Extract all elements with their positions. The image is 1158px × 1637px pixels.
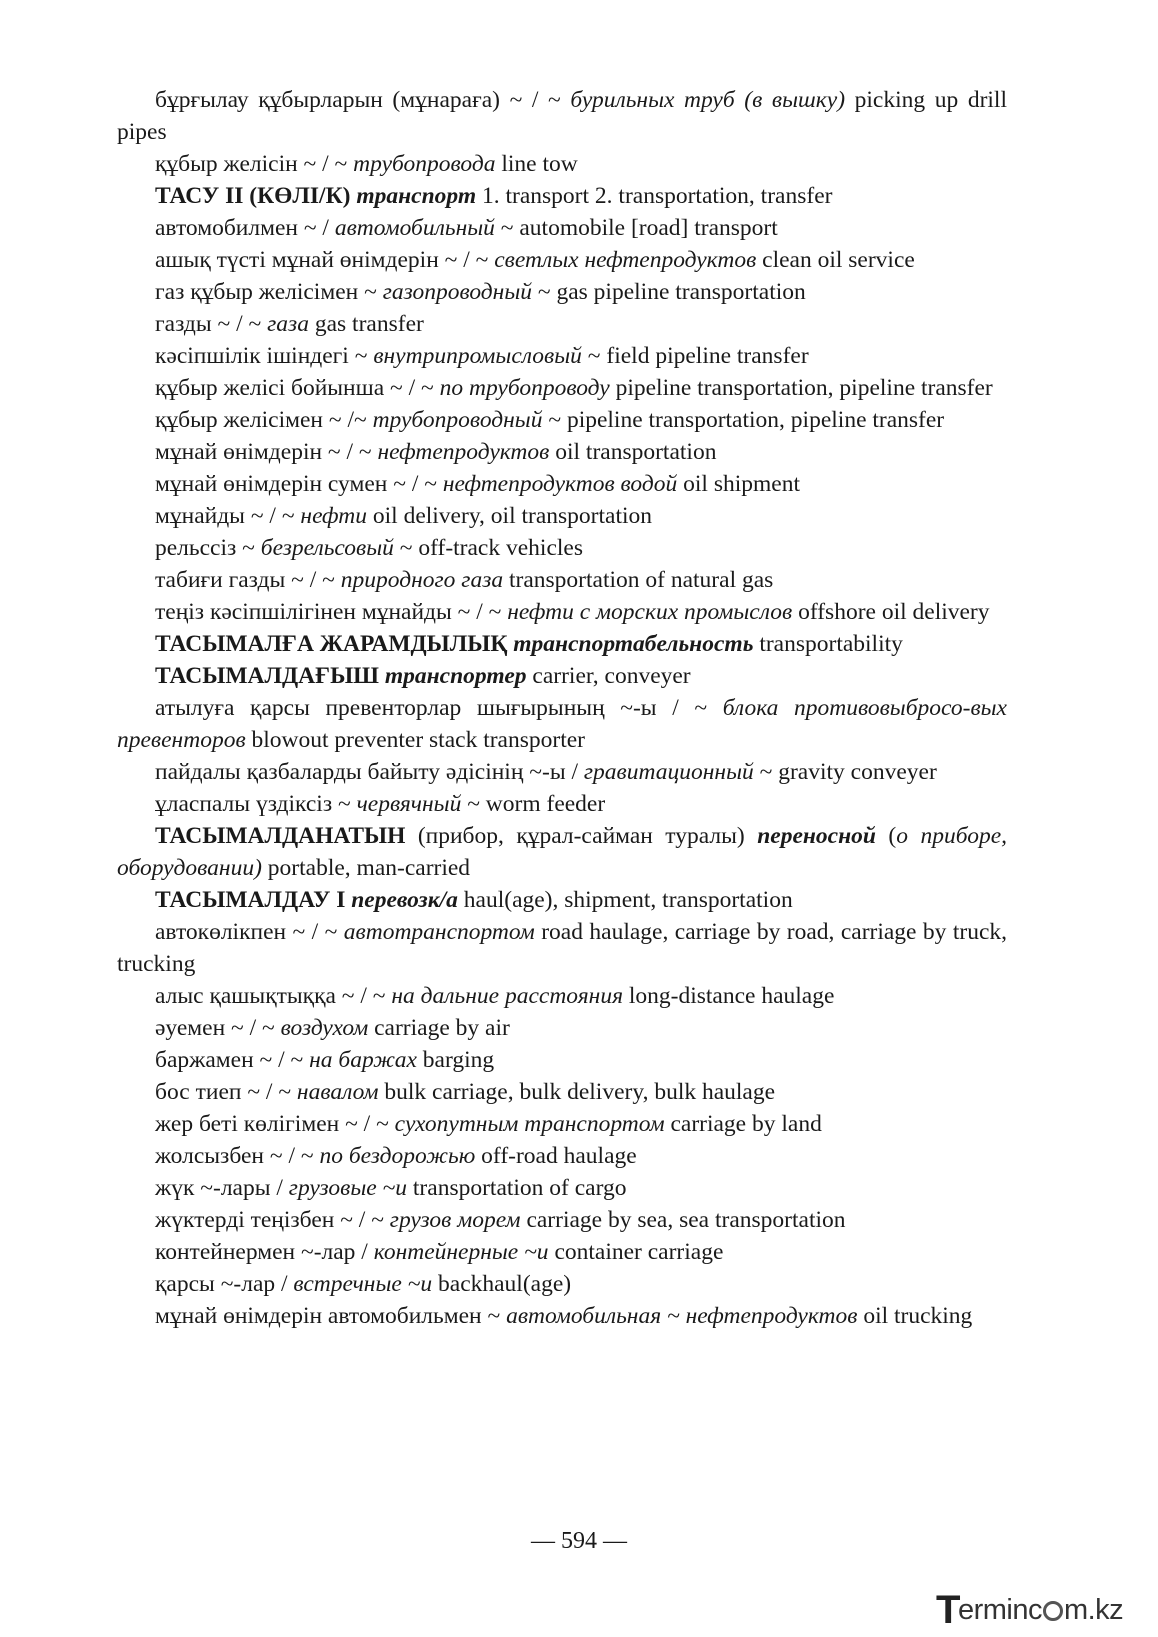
entry-russian: нефти [300,503,368,529]
entry-text: backhaul(age) [432,1271,572,1297]
entry-text: мұнай өнімдерін автомобильмен ~ [155,1303,507,1329]
entry-text: line tow [495,151,578,177]
dictionary-entry [117,1300,1007,1332]
dictionary-entry [117,1012,1007,1044]
dictionary-entry [117,212,1007,244]
logo-text-a: erminc [957,1594,1042,1626]
entry-text: табиғи газды ~ / ~ [155,567,341,593]
entry-russian: грузовые ~и [288,1175,408,1201]
dictionary-entry [117,404,1007,436]
dictionary-entry [117,308,1007,340]
dictionary-entry [117,1140,1007,1172]
entry-headword: ТАСЫМАЛҒА ЖАРАМДЫЛЫҚ [155,631,514,657]
dictionary-entry [117,532,1007,564]
entry-text: газды ~ / ~ [155,311,268,337]
entry-text: transportation of cargo [407,1175,627,1201]
entry-text: ұласпалы үздіксіз ~ [155,791,357,817]
dictionary-entry [117,788,1007,820]
entry-text: жер беті көлігімен ~ / ~ [155,1111,395,1137]
entry-text: бұрғылау құбырларын (мұнараға) ~ / ~ [155,87,571,113]
entry-text: ~ automobile [road] transport [494,215,778,241]
entry-text: бос тиеп ~ / ~ [155,1079,297,1105]
entry-text: gas transfer [308,311,424,337]
dictionary-entry [117,1044,1007,1076]
entry-text: әуемен ~ / ~ [155,1015,281,1041]
entry-russian: нефтепродуктов [377,439,550,465]
dictionary-entry [117,820,1007,884]
entry-russian: на баржах [309,1047,417,1073]
entry-text: carriage by air [368,1015,510,1041]
entry-headword: ТАСЫМАЛДАНАТЫН [155,823,406,849]
dictionary-entry [117,436,1007,468]
entry-russian: внутрипромысловый [373,343,582,369]
dictionary-entry [117,596,1007,628]
entry-russian: безрельсовый [260,535,394,561]
entry-text: oil trucking [857,1303,973,1329]
entry-text: кәсіпшілік ішіндегі ~ [155,343,374,369]
entry-russian-term: перевозк/а [351,887,458,913]
entry-text: blowout preventer stack transporter [245,727,585,753]
entry-russian: нефти с морских промыслов [507,599,793,625]
entry-russian: гравитационный [583,759,754,785]
entry-russian: нефтепродуктов водой [442,471,678,497]
dictionary-entry [117,148,1007,180]
entry-text: жолсызбен ~ / ~ [155,1143,320,1169]
entry-text: bulk carriage, bulk delivery, bulk haulage [378,1079,776,1105]
entry-text: carriage by land [664,1111,822,1137]
entry-text: ашық түсті мұнай өнімдерін ~ / ~ [155,247,495,273]
entry-russian: природного газа [340,567,504,593]
entry-text: barging [416,1047,495,1073]
entry-text: мұнай өнімдерін ~ / ~ [155,439,378,465]
entry-russian: блока противовыбросо-вых превенторов [117,695,1007,753]
entry-text: ~ off-track vehicles [393,535,583,561]
entry-text: жүк ~-лары / [155,1175,289,1201]
dictionary-entry [117,692,1007,756]
dictionary-entry [117,276,1007,308]
logo-text-b: m.kz [1063,1594,1124,1626]
entry-text: автомобилмен ~ / [155,215,335,241]
entry-russian: автомобильный [334,215,495,241]
entry-text: oil delivery, oil transportation [367,503,652,529]
entry-text: қарсы ~-лар / [155,1271,294,1297]
entry-russian-term: транспортабельность [513,631,754,657]
termincom-logo [936,1588,1123,1633]
entry-russian: грузов морем [389,1207,521,1233]
entry-russian: червячный [356,791,462,817]
dictionary-entry [117,756,1007,788]
entry-russian-term: транспорт [356,183,477,209]
dictionary-entry [117,980,1007,1012]
dictionary-entry [117,1236,1007,1268]
dictionary-entry [117,468,1007,500]
entry-text: oil shipment [677,471,800,497]
entry-russian: автотранспортом [343,919,535,945]
entry-text: picking up drill pipes [117,87,1007,145]
entry-text: haul(age), shipment, transportation [457,887,793,913]
entry-text: жүктерді теңізбен ~ / ~ [155,1207,390,1233]
entry-text: carriage by sea, sea transportation [520,1207,846,1233]
dictionary-entry [117,1172,1007,1204]
entry-text: road haulage, carriage by road, carriage by truck, trucking [117,919,1008,977]
entry-text: ~ pipeline transportation, pipeline transfer [542,407,945,433]
entry-russian: воздухом [280,1015,369,1041]
dictionary-entry [117,884,1007,916]
entry-text: атылуға қарсы превенторлар шығырының ~-ы / ~ [155,695,723,721]
entry-text: oil transportation [549,439,717,465]
dictionary-entry [117,660,1007,692]
dictionary-entry [117,1204,1007,1236]
dictionary-entry [117,916,1007,980]
entry-russian: трубопроводный [372,407,543,433]
entry-text: мұнай өнімдерін сумен ~ / ~ [155,471,443,497]
entry-headword: ТАСЫМАЛДАҒЫШ [155,663,385,689]
entry-russian: сухопутным транспортом [394,1111,665,1137]
entry-text: баржамен ~ / ~ [155,1047,310,1073]
entry-text: ( [875,823,897,849]
dictionary-entry [117,84,1007,148]
dictionary-entry [117,372,1007,404]
entry-headword: ТАСЫМАЛДАУ I [155,887,352,913]
entry-russian: бурильных труб (в вышку) [570,87,846,113]
dictionary-entry [117,1268,1007,1300]
entry-russian: встречные ~и [293,1271,433,1297]
entry-text: газ құбыр желісімен ~ [155,279,383,305]
entry-text: автокөлікпен ~ / ~ [155,919,344,945]
entry-text: portable, man-carried [261,855,471,881]
entry-russian: контейнерные ~и [373,1239,549,1265]
dictionary-entry [117,1076,1007,1108]
entry-text: теңіз кәсіпшілігінен мұнайды ~ / ~ [155,599,508,625]
entry-text: контейнермен ~-лар / [155,1239,374,1265]
entry-text: ~ gravity conveyer [753,759,937,785]
logo-letter-t: T [936,1588,960,1632]
entry-text: ~ gas pipeline transportation [532,279,806,305]
entry-text: ~ worm feeder [461,791,606,817]
entry-text: container carriage [548,1239,724,1265]
entry-text: 1. transport 2. transportation, transfer [476,183,833,209]
entry-text: рельссіз ~ [155,535,261,561]
entry-russian: навалом [296,1079,379,1105]
entry-text: ~ field pipeline transfer [581,343,809,369]
logo-ring-icon [1043,1601,1063,1621]
entry-headword: ТАСУ II (КӨЛІ/К) [155,183,357,209]
entry-russian-term: переносной [757,823,876,849]
dictionary-entry [117,1108,1007,1140]
entry-text: (прибор, құрал-сайман туралы) [405,823,758,849]
dictionary-entries [117,84,1007,1332]
entry-text: offshore oil delivery [792,599,990,625]
entry-russian: светлых нефтепродуктов [494,247,757,273]
entry-russian: автомобильная ~ нефтепродуктов [506,1303,858,1329]
dictionary-entry [117,180,1007,212]
entry-russian-term: транспортер [384,663,527,689]
entry-text: long-distance haulage [623,983,835,1009]
entry-text: алыс қашықтыққа ~ / ~ [155,983,392,1009]
entry-text: carrier, conveyer [526,663,691,689]
entry-text: transportability [753,631,903,657]
entry-russian: о приборе, оборудовании) [117,823,1008,881]
dictionary-entry [117,564,1007,596]
dictionary-entry [117,500,1007,532]
dictionary-entry [117,340,1007,372]
entry-text: құбыр желісі бойынша ~ / ~ [155,375,440,401]
entry-text: пайдалы қазбаларды байыту әдісінің ~-ы / [155,759,584,785]
page-number: — 594 — [531,1528,627,1554]
entry-text: clean oil service [756,247,915,273]
entry-russian: по бездорожью [319,1143,476,1169]
dictionary-entry [117,244,1007,276]
dictionary-entry [117,628,1007,660]
entry-russian: по трубопроводу [439,375,610,401]
entry-russian: на дальние расстояния [391,983,623,1009]
entry-text: мұнайды ~ / ~ [155,503,301,529]
entry-text: off-road haulage [475,1143,637,1169]
entry-text: transportation of natural gas [503,567,774,593]
entry-russian: трубопровода [353,151,496,177]
entry-russian: газопроводный [382,279,533,305]
entry-text: құбыр желісін ~ / ~ [155,151,354,177]
entry-russian: газа [267,311,309,337]
entry-text: құбыр желісімен ~ /~ [155,407,373,433]
entry-text: pipeline transportation, pipeline transfer [609,375,993,401]
